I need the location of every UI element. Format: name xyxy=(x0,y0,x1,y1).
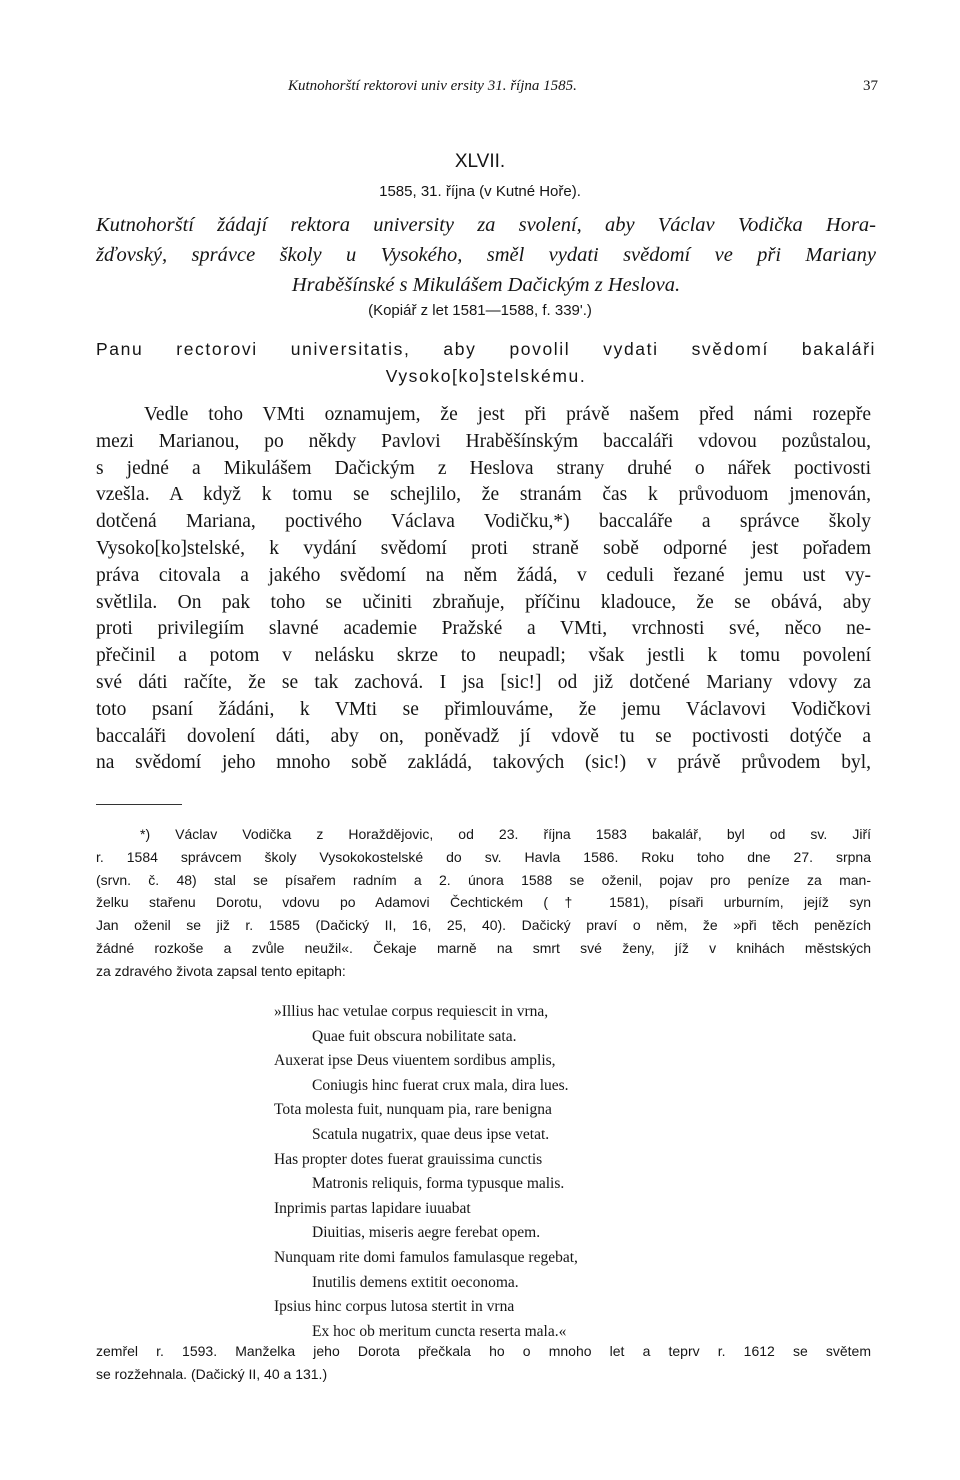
body-line: na svědomí jeho mnoho sobě zakládá, takových (sic!) v právě průvodem byl, xyxy=(96,752,871,774)
footnote-divider xyxy=(96,804,182,805)
poem-verse: Coniugis hinc fuerat crux mala, dira lues. xyxy=(312,1076,569,1094)
footnote-line: (srvn. č. 48) stal se písařem radním a 2. února 1588 se oženil, pojav pro peníze za man- xyxy=(96,871,871,888)
poem-verse: Has propter dotes fuerat grauissima cunctis xyxy=(274,1150,543,1168)
footnote-line: želku stařenu Dorotu, vdovu po Adamovi Čechtickém († 1581), písaři urburním, jejíž syn xyxy=(96,894,871,911)
address-line: Vysoko[ko]stelskému. xyxy=(385,366,587,386)
running-title: Kutnohorští rektorovi univ ersity 31. října 1585. xyxy=(288,78,577,94)
epitaph-poem xyxy=(274,1000,714,1344)
poem-verse: Tota molesta fuit, nunquam pia, rare benigna xyxy=(274,1101,552,1119)
source-citation: (Kopiář z let 1581—1588, f. 339'.) xyxy=(368,302,592,319)
summary-line: Kutnohorští žádají rektora university za svolení, aby Václav Vodička Hora- xyxy=(96,214,876,236)
body-line: vzešla. A když k tomu se schejlilo, že stranám čas k průvoduom jmenován, xyxy=(96,484,871,506)
letter-address xyxy=(96,336,876,390)
poem-verse: Quae fuit obscura nobilitate sata. xyxy=(312,1027,517,1045)
poem-verse: Inprimis partas lapidare iuuabat xyxy=(274,1199,471,1217)
closing-line: se rozžehnala. (Dačický II, 40 a 131.) xyxy=(96,1366,328,1382)
body-line: přečinil a potom v nelásku skrze to neupadl; však jestli k tomu povolení xyxy=(96,645,871,667)
body-line: toto psaní žádáni, k VMti se přimlouváme, že jemu Václavovi Vodičkovi xyxy=(96,698,871,720)
poem-verse: Diuitias, miseris aegre ferebat opem. xyxy=(312,1224,541,1242)
poem-verse: »Illius hac vetulae corpus requiescit in vrna, xyxy=(274,1003,549,1020)
body-line: Vysoko[ko]stelské, k vydání svědomí proti straně sobě odporné jest pořadem xyxy=(96,537,871,559)
page-number: 37 xyxy=(863,78,878,94)
document-number: XLVII. xyxy=(454,151,506,172)
poem-verse: Inutilis demens extitit oeconoma. xyxy=(312,1273,519,1291)
poem-verse: Auxerat ipse Deus viuentem sordibus amplis, xyxy=(274,1052,556,1070)
body-line: světlila. On pak toho se učiniti zbraňuje, příčinu kladouce, že se obává, aby xyxy=(96,591,871,613)
address-line: Panu rectorovi universitatis, aby povolil vydati svědomí bakaláři xyxy=(96,339,876,359)
poem-verse: Ex hoc ob meritum cuncta reserta mala.« xyxy=(312,1322,567,1340)
summary-line: Hraběšínské s Mikulášem Dačickým z Heslova. xyxy=(291,274,681,296)
poem-verse: Matronis reliquis, forma typusque malis. xyxy=(312,1175,565,1193)
footnote-line: r. 1584 správcem školy Vysokokostelské do sv. Havla 1586. Roku toho dne 27. srpna xyxy=(96,848,871,865)
footnote-line: žádné rozkoše a zvůle neužil«. Čekaje marně na smrt své ženy, jíž v knihách městských xyxy=(96,939,871,956)
poem-verse: Nunquam rite domi famulos famulasque regebat, xyxy=(274,1248,578,1266)
body-line: proti privilegiím slavné academie Pražské a VMti, vrchnosti své, něco ne- xyxy=(96,618,871,640)
body-line: baccaláři dovolení dáti, aby on, poněvadž jí vdově tu se poctivosti dotýče a xyxy=(96,725,871,747)
footnote-line: *) Václav Vodička z Horaždějovic, od 23. října 1583 bakalář, byl od sv. Jiří xyxy=(140,826,871,842)
body-line: Vedle toho VMti oznamujem, že jest při právě našem před námi rozepře xyxy=(144,404,871,425)
footnote-line: za zdravého života zapsal tento epitaph: xyxy=(96,962,346,979)
body-line: s jedné a Mikulášem Dačickým z Heslova strany druhé o nářek poctivosti xyxy=(96,457,871,479)
body-line: své dáti račíte, že se tak zachová. I jsa [sic!] od již dotčené Mariany vdovy za xyxy=(96,671,871,693)
poem-verse: Scatula nugatrix, quae deus ipse vetat. xyxy=(312,1125,550,1143)
summary-line: žďovský, správce školy u Vysokého, směl vydati svědomí ve při Mariany xyxy=(96,244,876,266)
footnote-closing xyxy=(96,1340,871,1386)
document-date-place: 1585, 31. října (v Kutné Hoře). xyxy=(379,183,581,200)
body-line: práva citovala a jakého svědomí na něm žádá, v ceduli řezané jemu ust vy- xyxy=(96,564,871,586)
footnote-line: Jan oženil se již r. 1585 (Dačický II, 16, 25, 40). Dačický praví o něm, že »při těch penězích xyxy=(96,917,871,934)
footnote xyxy=(96,823,871,983)
document-summary xyxy=(96,210,876,300)
poem-verse: Ipsius hinc corpus lutosa stertit in vrna xyxy=(274,1298,515,1316)
letter-body xyxy=(96,402,871,777)
running-header xyxy=(288,78,878,95)
closing-line: zemřel r. 1593. Manželka jeho Dorota přečkala ho o mnoho let a teprv r. 1612 se světem xyxy=(96,1343,871,1359)
body-line: mezi Marianou, po někdy Pavlovi Hraběšínským baccaláři vdovou pozůstalou, xyxy=(96,430,871,452)
body-line: dotčená Mariana, poctivého Václava Vodičku,*) baccaláře a správce školy xyxy=(96,511,871,533)
